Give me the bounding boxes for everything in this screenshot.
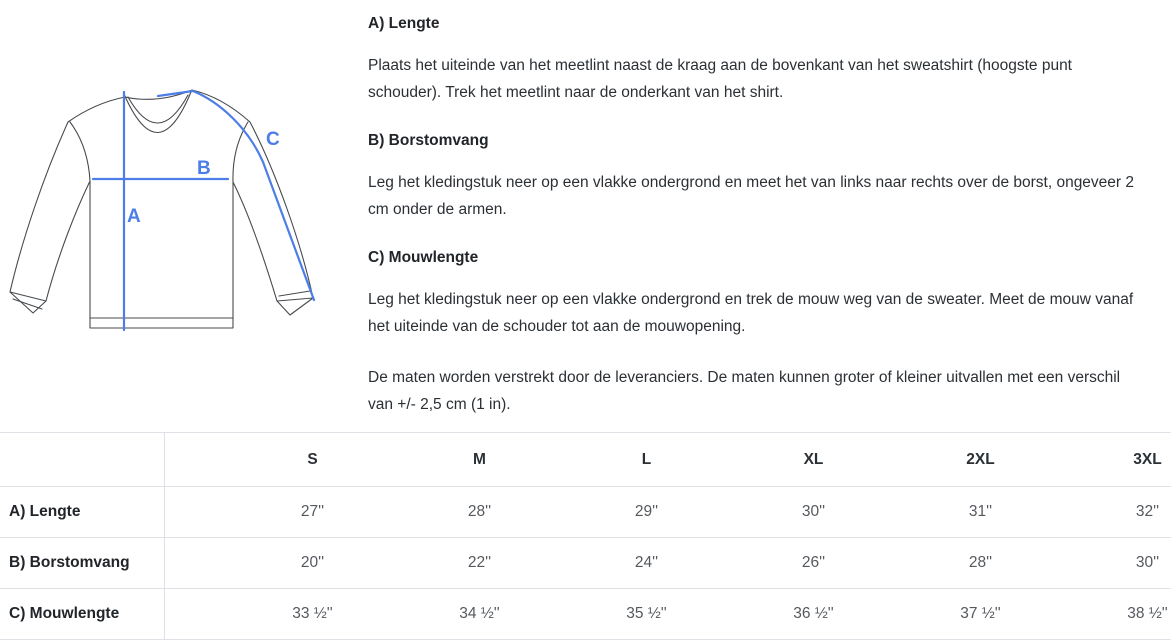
value-cell: 24'' bbox=[634, 554, 659, 571]
row-label-lengte: A) Lengte bbox=[0, 487, 165, 537]
value-cell: 22'' bbox=[467, 554, 492, 571]
section-body-lengte: Plaats het uiteinde van het meetlint naast de kraag aan de bovenkant van het sweatshirt (hoogste punt schouder). Trek het meetlint naar de onderkant van het shirt. bbox=[368, 57, 1072, 101]
section-heading-lengte: A) Lengte bbox=[368, 15, 440, 32]
value-cell: 37 ½'' bbox=[960, 605, 1001, 622]
table-row-borstomvang bbox=[0, 538, 1171, 589]
value-cell: 33 ½'' bbox=[292, 605, 333, 622]
value-cell: 28'' bbox=[968, 554, 993, 571]
section-heading-mouwlengte: C) Mouwlengte bbox=[368, 249, 479, 266]
value-cell: 31'' bbox=[968, 503, 993, 520]
sweatshirt-measurement-diagram bbox=[0, 70, 350, 350]
value-cell: 28'' bbox=[467, 503, 492, 520]
sweatshirt-diagram-svg bbox=[0, 70, 350, 350]
measurement-instructions bbox=[368, 0, 1144, 418]
section-body-mouwlengte: Leg het kledingstuk neer op een vlakke ondergrond en trek de mouw weg van de sweater. Meet de mouw vanaf het uiteinde van de schouder tot aan de mouwopening. bbox=[368, 291, 1134, 335]
column-header-2xl: 2XL bbox=[966, 450, 995, 468]
column-header-m: M bbox=[473, 450, 486, 468]
value-cell: 27'' bbox=[300, 503, 325, 520]
value-cell: 36 ½'' bbox=[793, 605, 834, 622]
size-table-corner-cell bbox=[0, 433, 165, 486]
value-cell: 29'' bbox=[634, 503, 659, 520]
measure-label-c: C bbox=[266, 129, 280, 150]
column-header-s: S bbox=[307, 450, 318, 468]
row-label-mouwlengte: C) Mouwlengte bbox=[0, 589, 165, 639]
section-heading-borstomvang: B) Borstomvang bbox=[368, 132, 489, 149]
size-disclaimer: De maten worden verstrekt door de leveranciers. De maten kunnen groter of kleiner uitvallen met een verschil van +/- 2,5 cm (1 in). bbox=[368, 369, 1121, 413]
value-cell: 20'' bbox=[300, 554, 325, 571]
column-header-3xl: 3XL bbox=[1133, 450, 1162, 468]
value-cell: 34 ½'' bbox=[459, 605, 500, 622]
value-cell: 30'' bbox=[1135, 554, 1160, 571]
section-body-borstomvang: Leg het kledingstuk neer op een vlakke ondergrond en meet het van links naar rechts over de borst, ongeveer 2 cm onder de armen. bbox=[368, 174, 1135, 218]
measure-label-a: A bbox=[127, 206, 141, 227]
value-cell: 38 ½'' bbox=[1127, 605, 1168, 622]
value-cell: 32'' bbox=[1135, 503, 1160, 520]
row-label-borstomvang: B) Borstomvang bbox=[0, 538, 165, 588]
column-header-xl: XL bbox=[803, 450, 824, 468]
size-table bbox=[0, 432, 1171, 640]
measure-label-b: B bbox=[197, 158, 211, 179]
sweatshirt-outline bbox=[10, 90, 313, 328]
value-cell: 35 ½'' bbox=[626, 605, 667, 622]
column-header-l: L bbox=[641, 450, 652, 468]
size-table-header-row bbox=[0, 433, 1171, 487]
value-cell: 26'' bbox=[801, 554, 826, 571]
table-row-mouwlengte bbox=[0, 589, 1171, 640]
table-row-lengte bbox=[0, 487, 1171, 538]
value-cell: 30'' bbox=[801, 503, 826, 520]
